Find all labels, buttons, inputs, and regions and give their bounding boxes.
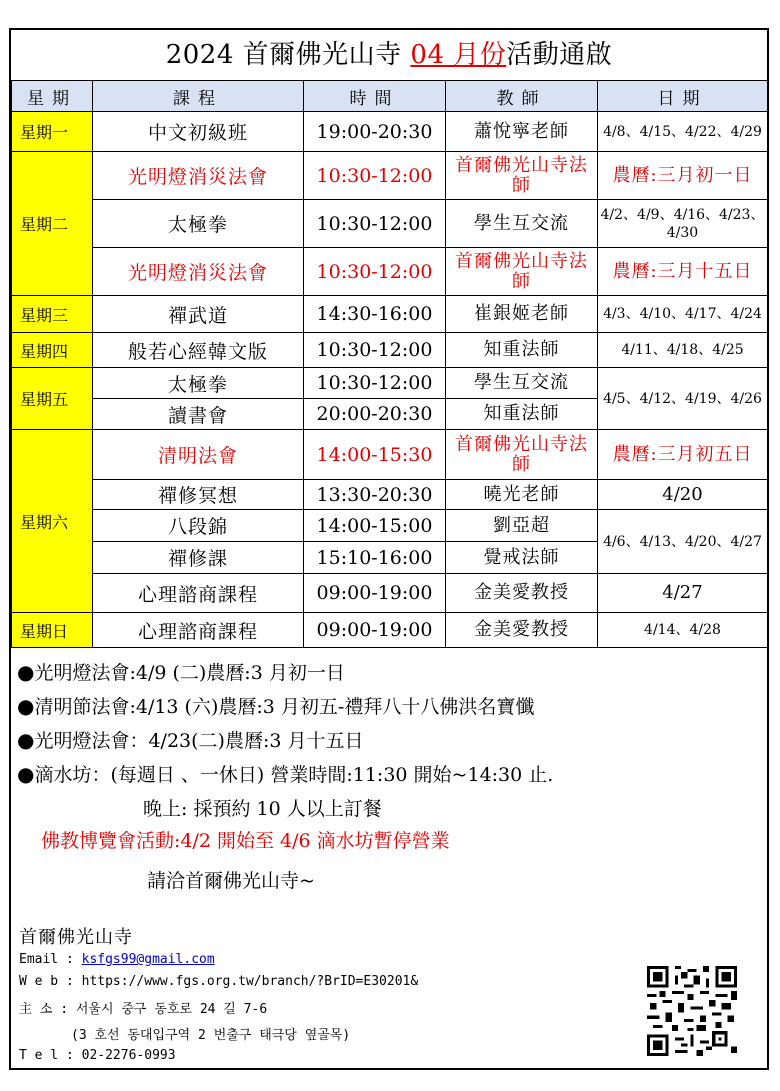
table-row [12,480,768,510]
table-row [12,574,768,613]
teacher-cell: 知重法師 [446,333,598,368]
teacher-cell: 首爾佛光山寺法師 [446,152,598,200]
date-cell: 4/8、4/15、4/22、4/29 [598,112,768,152]
teacher-cell: 首爾佛光山寺法師 [446,430,598,480]
header-time: 時間 [304,81,446,112]
teacher-cell: 金美愛教授 [446,613,598,648]
date-cell: 4/14、4/28 [598,613,768,648]
table-row [12,368,768,399]
date-cell: 4/27 [598,574,768,613]
header-course: 課程 [93,81,304,112]
footer-address: 主 소 : 서울시 중구 동호로 24 길 7-6 [19,1002,268,1017]
date-cell: 農曆:三月初五日 [598,430,768,480]
teacher-cell: 蕭悅寧老師 [446,112,598,152]
table-header-row [12,81,768,112]
teacher-cell: 學生互交流 [446,368,598,399]
date-cell: 4/20 [598,480,768,510]
day-cell-mon: 星期一 [12,112,93,152]
teacher-cell: 覺戒法師 [446,542,598,574]
day-cell-sun: 星期日 [12,613,93,648]
table-row [12,112,768,152]
header-date: 日期 [598,81,768,112]
date-cell: 4/11、4/18、4/25 [598,333,768,368]
table-row [12,613,768,648]
date-cell: 4/2、4/9、4/16、4/23、4/30 [598,200,768,248]
time-cell: 10:30-12:00 [304,248,446,296]
table-row [12,248,768,296]
course-cell: 般若心經韓文版 [93,333,304,368]
web-link[interactable]: https://www.fgs.org.tw/branch/?BrID=E30201& [81,974,419,989]
date-cell: 農曆:三月初一日 [598,152,768,200]
table-row [12,333,768,368]
title-month: 04 月份 [410,40,507,70]
course-cell: 太極拳 [93,200,304,248]
course-cell: 八段錦 [93,510,304,542]
course-cell: 讀書會 [93,399,304,430]
day-cell-wed: 星期三 [12,296,93,333]
course-cell: 禪修冥想 [93,480,304,510]
day-cell-fri: 星期五 [12,368,93,430]
time-cell: 19:00-20:30 [304,112,446,152]
bullet-icon: ● [17,660,35,684]
table-row [12,152,768,200]
notice-sheet [9,28,769,1070]
footer-email: Email : ksfgs99@gmail.com [19,952,215,967]
time-cell: 10:30-12:00 [304,152,446,200]
title-suffix: 活動通啟 [506,40,613,70]
qr-code-icon[interactable] [647,966,737,1056]
note-item: ●光明燈法會：4/23(二)農曆:3 月十五日 [17,728,364,752]
time-cell: 14:30-16:00 [304,296,446,333]
bullet-icon: ● [17,762,35,786]
footer-tel: T e l : 02-2276-0993 [19,1048,176,1063]
time-cell: 09:00-19:00 [304,613,446,648]
footer-address-2: (3 호선 동대입구역 2 번출구 태극당 옆골목) [71,1028,351,1043]
day-cell-tue: 星期二 [12,152,93,296]
bullet-icon: ● [17,694,35,718]
header-teacher: 教師 [446,81,598,112]
table-row [12,200,768,248]
teacher-cell: 知重法師 [446,399,598,430]
teacher-cell: 金美愛教授 [446,574,598,613]
teacher-cell: 劉亞超 [446,510,598,542]
schedule-table [11,80,768,648]
day-cell-thu: 星期四 [12,333,93,368]
course-cell: 太極拳 [93,368,304,399]
date-cell: 4/3、4/10、4/17、4/24 [598,296,768,333]
table-row [12,296,768,333]
course-cell: 清明法會 [93,430,304,480]
title-prefix: 2024 首爾佛光山寺 [165,40,411,70]
time-cell: 14:00-15:30 [304,430,446,480]
table-row [12,430,768,480]
time-cell: 10:30-12:00 [304,368,446,399]
note-item: ●清明節法會:4/13 (六)農曆:3 月初五-禮拜八十八佛洪名寶懺 [17,694,535,718]
course-cell: 心理諮商課程 [93,613,304,648]
teacher-cell: 曉光老師 [446,480,598,510]
email-link[interactable]: ksfgs99@gmail.com [81,952,215,967]
day-cell-sat: 星期六 [12,430,93,613]
date-cell: 4/6、4/13、4/20、4/27 [598,510,768,574]
course-cell: 禪修課 [93,542,304,574]
course-cell: 禪武道 [93,296,304,333]
footer-org: 首爾佛光山寺 [19,927,133,948]
time-cell: 20:00-20:30 [304,399,446,430]
course-cell: 光明燈消災法會 [93,152,304,200]
course-cell: 中文初級班 [93,112,304,152]
course-cell: 心理諮商課程 [93,574,304,613]
note-item-red: 佛教博覽會活動:4/2 開始至 4/6 滴水坊暫停營業 [41,830,450,852]
note-item: ●光明燈法會:4/9 (二)農曆:3 月初一日 [17,660,345,684]
footer-web: W e b : https://www.fgs.org.tw/branch/?BrID=E30201& [19,974,419,989]
note-item: 晚上: 採預約 10 人以上訂餐 [143,798,382,820]
time-cell: 09:00-19:00 [304,574,446,613]
time-cell: 10:30-12:00 [304,200,446,248]
time-cell: 15:10-16:00 [304,542,446,574]
teacher-cell: 學生互交流 [446,200,598,248]
course-cell: 光明燈消災法會 [93,248,304,296]
teacher-cell: 首爾佛光山寺法師 [446,248,598,296]
page-title [11,30,767,81]
date-cell: 4/5、4/12、4/19、4/26 [598,368,768,430]
bullet-icon: ● [17,728,35,752]
header-day: 星期 [12,81,93,112]
note-item: 請洽首爾佛光山寺~ [147,870,315,892]
time-cell: 13:30-20:30 [304,480,446,510]
note-item: ●滴水坊：(每週日 、一休日) 營業時間:11:30 開始~14:30 止. [17,762,554,786]
teacher-cell: 崔銀姬老師 [446,296,598,333]
table-row [12,510,768,542]
time-cell: 10:30-12:00 [304,333,446,368]
date-cell: 農曆:三月十五日 [598,248,768,296]
time-cell: 14:00-15:00 [304,510,446,542]
